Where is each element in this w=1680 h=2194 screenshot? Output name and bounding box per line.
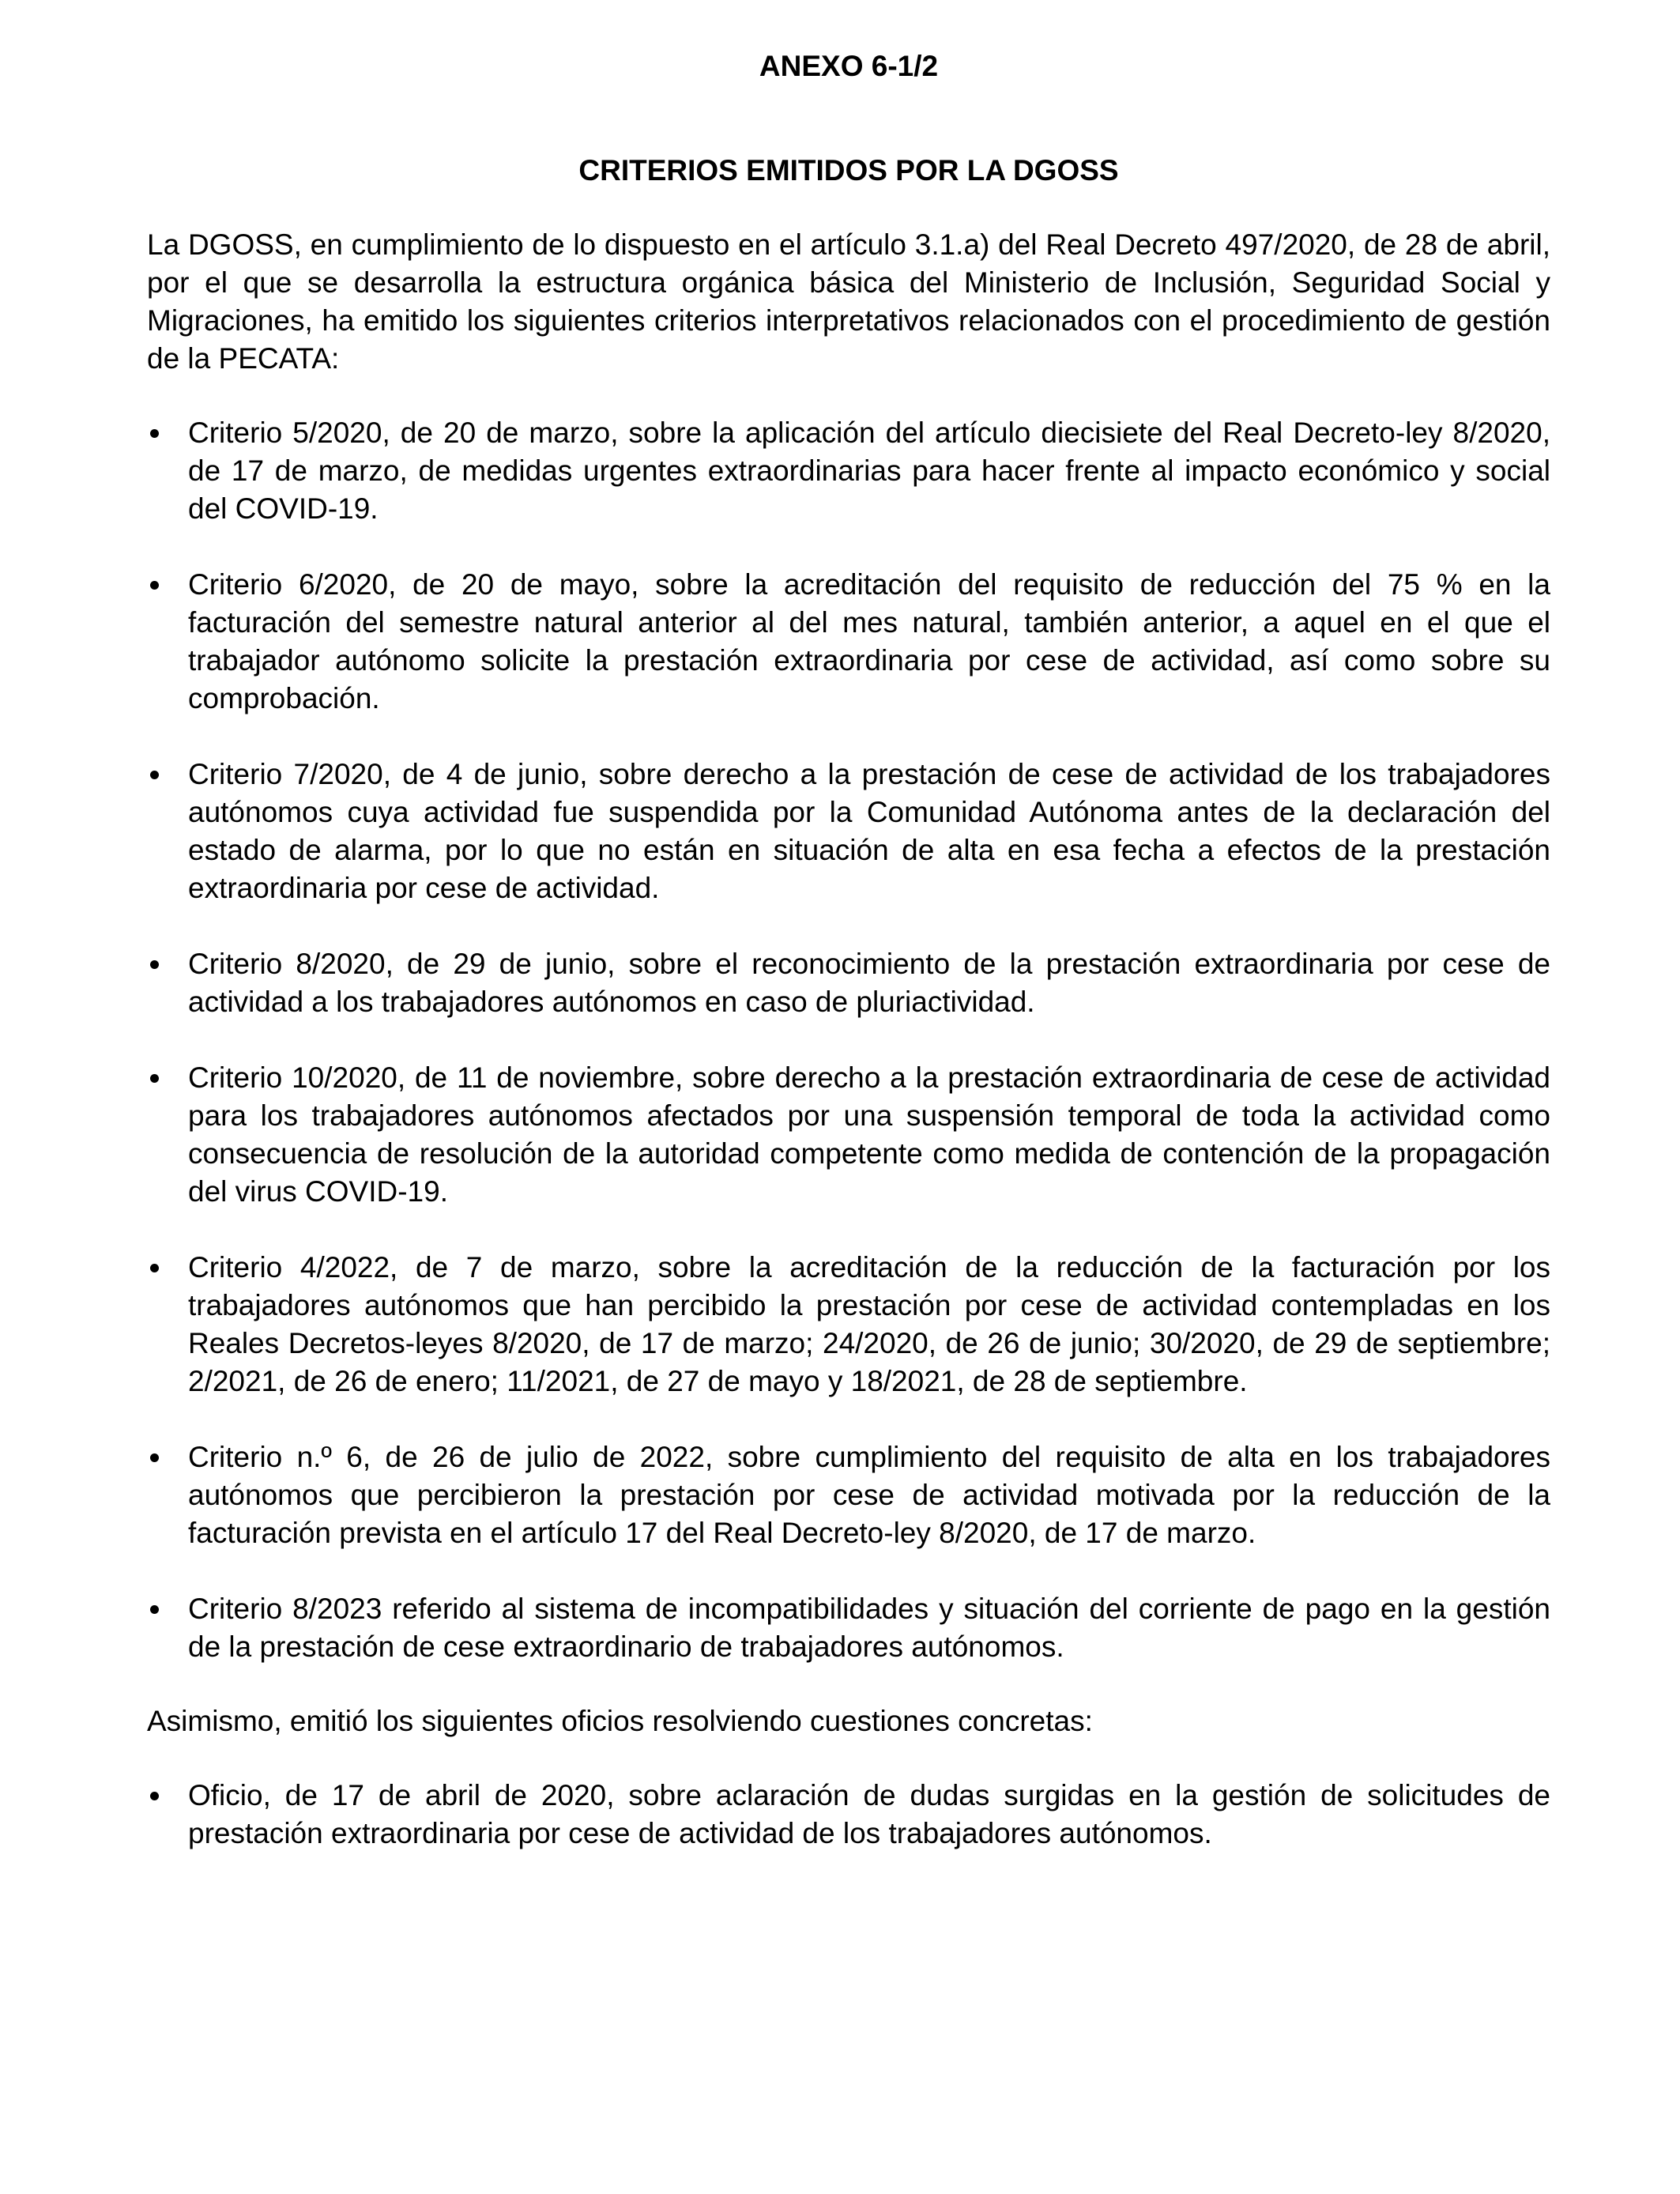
list-item [147,1777,1550,1853]
oficios-intro: Asimismo, emitió los siguientes oficios resolviendo cuestiones concretas: [147,1705,1093,1737]
criterion-text: Criterio n.º 6, de 26 de julio de 2022, sobre cumplimiento del requisito de alta en los trabajadores autónomos que percibieron la prestación por cese de actividad motivada por la reducción de la facturación prevista en el artículo 17 del Real Decreto-ley 8/2020, de 17 de marzo. [188,1441,1550,1549]
criterion-text: Criterio 8/2023 referido al sistema de incompatibilidades y situación del corriente de pago en la gestión de la prestación de cese extraordinario de trabajadores autónomos. [188,1593,1550,1663]
bullet-icon [150,1605,159,1614]
bullet-icon [150,1792,159,1800]
bullet-icon [150,429,159,438]
oficios-list [147,1777,1550,1853]
oficio-text: Oficio, de 17 de abril de 2020, sobre aclaración de dudas surgidas en la gestión de solicitudes de prestación extraordinaria por cese de actividad de los trabajadores autónomos. [188,1779,1550,1849]
criterion-text: Criterio 7/2020, de 4 de junio, sobre derecho a la prestación de cese de actividad de los trabajadores autónomos cuya actividad fue suspendida por la Comunidad Autónoma antes de la declaración del estado de alarma, por lo que no están en situación de alta en esa fecha a efectos de la prestación extraordinaria por cese de actividad. [188,758,1550,904]
section-title: CRITERIOS EMITIDOS POR LA DGOSS [578,154,1119,187]
document-page [147,47,1550,1853]
list-item [147,1059,1550,1211]
list-item [147,414,1550,528]
bullet-icon [150,1264,159,1272]
list-item [147,945,1550,1021]
bullet-icon [150,771,159,779]
list-item [147,1438,1550,1552]
list-item [147,1590,1550,1666]
criterion-text: Criterio 4/2022, de 7 de marzo, sobre la acreditación de la reducción de la facturación por los trabajadores autónomos que han percibido la prestación por cese de actividad contempladas en los Reales Decretos-leyes 8/2020, de 17 de marzo; 24/2020, de 26 de junio; 30/2020, de 29 de septiembre; 2/2021, de 26 de enero; 11/2021, de 27 de mayo y 18/2021, de 28 de septiembre. [188,1251,1550,1397]
annex-title: ANEXO 6-1/2 [759,50,939,82]
criteria-list [147,414,1550,1666]
bullet-icon [150,960,159,969]
bullet-icon [150,1074,159,1083]
criterion-text: Criterio 8/2020, de 29 de junio, sobre el reconocimiento de la prestación extraordinaria por cese de actividad a los trabajadores autónomos en caso de pluriactividad. [188,948,1550,1018]
bullet-icon [150,1453,159,1462]
list-item [147,756,1550,907]
list-item [147,1249,1550,1400]
criterion-text: Criterio 5/2020, de 20 de marzo, sobre la aplicación del artículo diecisiete del Real Decreto-ley 8/2020, de 17 de marzo, de medidas urgentes extraordinarias para hacer frente al impacto económico y social del COVID-19. [188,417,1550,525]
list-item [147,566,1550,718]
bullet-icon [150,581,159,590]
intro-paragraph: La DGOSS, en cumplimiento de lo dispuesto en el artículo 3.1.a) del Real Decreto 497/2020, de 28 de abril, por el que se desarrolla la estructura orgánica básica del Ministerio de Inclusión, Seguridad Social y Migraciones, ha emitido los siguientes criterios interpretativos relacionados con el procedimiento de gestión de la PECATA: [147,228,1550,375]
criterion-text: Criterio 10/2020, de 11 de noviembre, sobre derecho a la prestación extraordinaria de cese de actividad para los trabajadores autónomos afectados por una suspensión temporal de toda la actividad como consecuencia de resolución de la autoridad competente como medida de contención de la propagación del virus COVID-19. [188,1061,1550,1208]
criterion-text: Criterio 6/2020, de 20 de mayo, sobre la acreditación del requisito de reducción del 75 % en la facturación del semestre natural anterior al del mes natural, también anterior, a aquel en el que el trabajador autónomo solicite la prestación extraordinaria por cese de actividad, así como sobre su comprobación. [188,568,1550,714]
